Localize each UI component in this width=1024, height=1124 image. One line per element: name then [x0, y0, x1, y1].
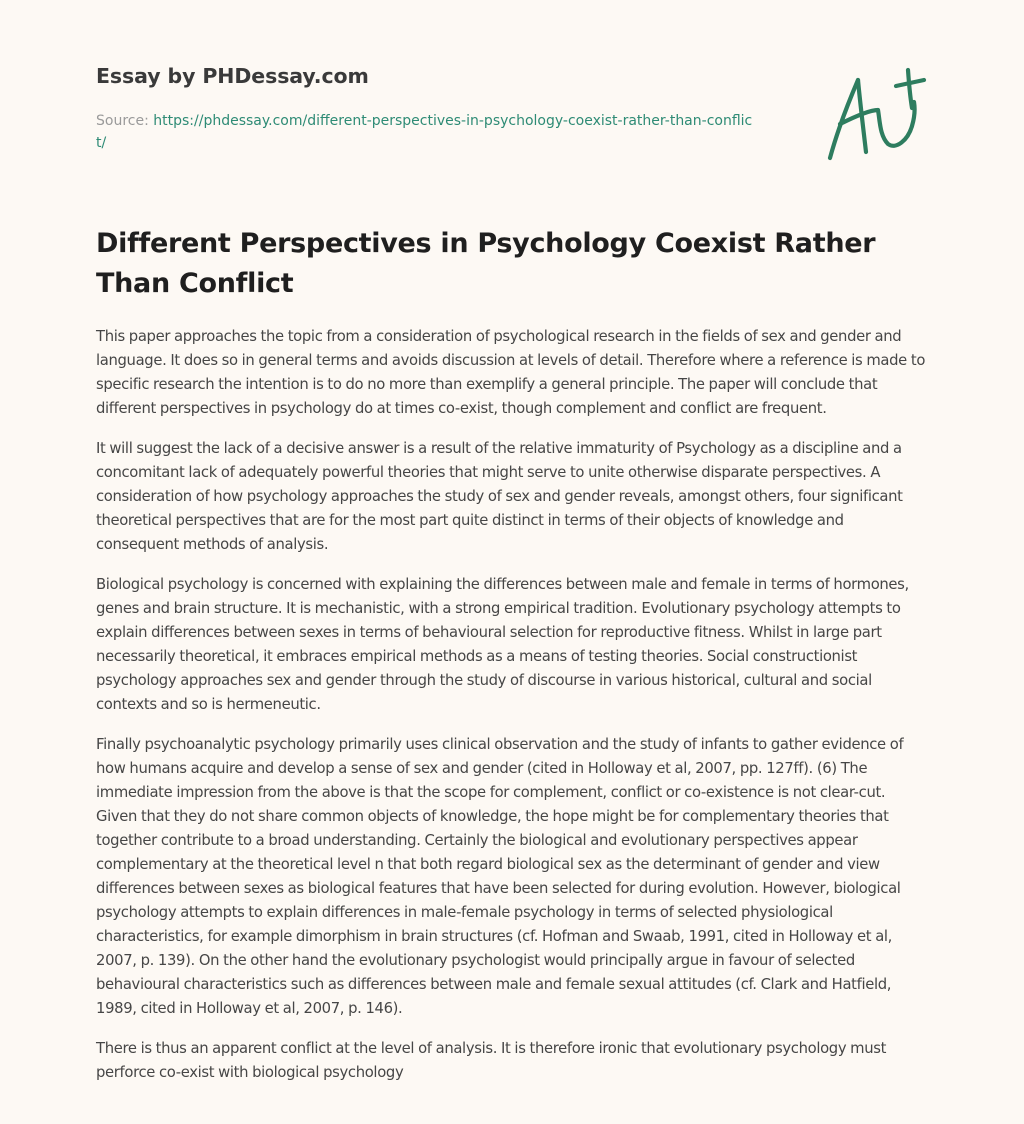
body-paragraph: This paper approaches the topic from a consideration of psychological research in the fields of sex and gender and language. It does so in general terms and avoids discussion at levels of detail. Therefore where a reference is made to specific research the intention is to do no more than exemplify a general principle. The paper will conclude that different perspectives in psychology do at times co-exist, though complement and conflict are frequent.: [96, 328, 926, 417]
source-link[interactable]: https://phdessay.com/different-perspectives-in-psychology-coexist-rather-than-conflict/: [96, 113, 753, 151]
body-paragraph: Finally psychoanalytic psychology primarily uses clinical observation and the study of infants to gather evidence of how humans acquire and develop a sense of sex and gender (cited in Holloway et al, 2007, pp. 127ff). (6) The immediate impression from the above is that the scope for complement, conflict or co-existence is not clear-cut. Given that they do not share common objects of knowledge, the hope might be for complementary theories that together contribute to a broad understanding. Certainly the biological and evolutionary perspectives appear complementary at the theoretical level n that both regard biological sex as the determinant of gender and view differences between sexes as biological features that have been selected for during evolution. However, biological psychology attempts to explain differences in male-female psychology in terms of selected physiological characteristics, for example dimorphism in brain structures (cf. Hofman and Swaab, 1991, cited in Holloway et al, 2007, p. 139). On the other hand the evolutionary psychologist would principally argue in favour of selected behavioural characteristics such as differences between male and female sexual attitudes (cf. Clark and Hatfield, 1989, cited in Holloway et al, 2007, p. 146).: [96, 736, 904, 1017]
brand-name: Essay by PHDessay.com: [96, 64, 369, 88]
essay-title: Different Perspectives in Psychology Coexist Rather Than Conflict: [96, 228, 876, 299]
body-paragraph: It will suggest the lack of a decisive answer is a result of the relative immaturity of Psychology as a discipline and a concomitant lack of adequately powerful theories that might serve to unite otherwise disparate perspectives. A consideration of how psychology approaches the study of sex and gender reveals, amongst others, four significant theoretical perspectives that are for the most part quite distinct in terms of their objects of knowledge and consequent methods of analysis.: [96, 440, 903, 553]
a-plus-grade-icon: [820, 66, 930, 166]
source-label: Source:: [96, 113, 154, 129]
essay-header: [96, 64, 796, 154]
body-paragraph: Biological psychology is concerned with explaining the differences between male and female in terms of hormones, genes and brain structure. It is mechanistic, with a strong empirical tradition. Evolutionary psychology attempts to explain differences between sexes in terms of behavioural selection for reproductive fitness. Whilst in large part necessarily theoretical, it embraces empirical methods as a means of testing theories. Social constructionist psychology approaches sex and gender through the study of discourse in various historical, cultural and social contexts and so is hermeneutic.: [96, 576, 909, 713]
essay-body: [96, 325, 930, 1101]
body-paragraph: There is thus an apparent conflict at the level of analysis. It is therefore ironic that evolutionary psychology must perforce co-exist with biological psychology: [96, 1040, 887, 1081]
source-line: [96, 110, 756, 154]
